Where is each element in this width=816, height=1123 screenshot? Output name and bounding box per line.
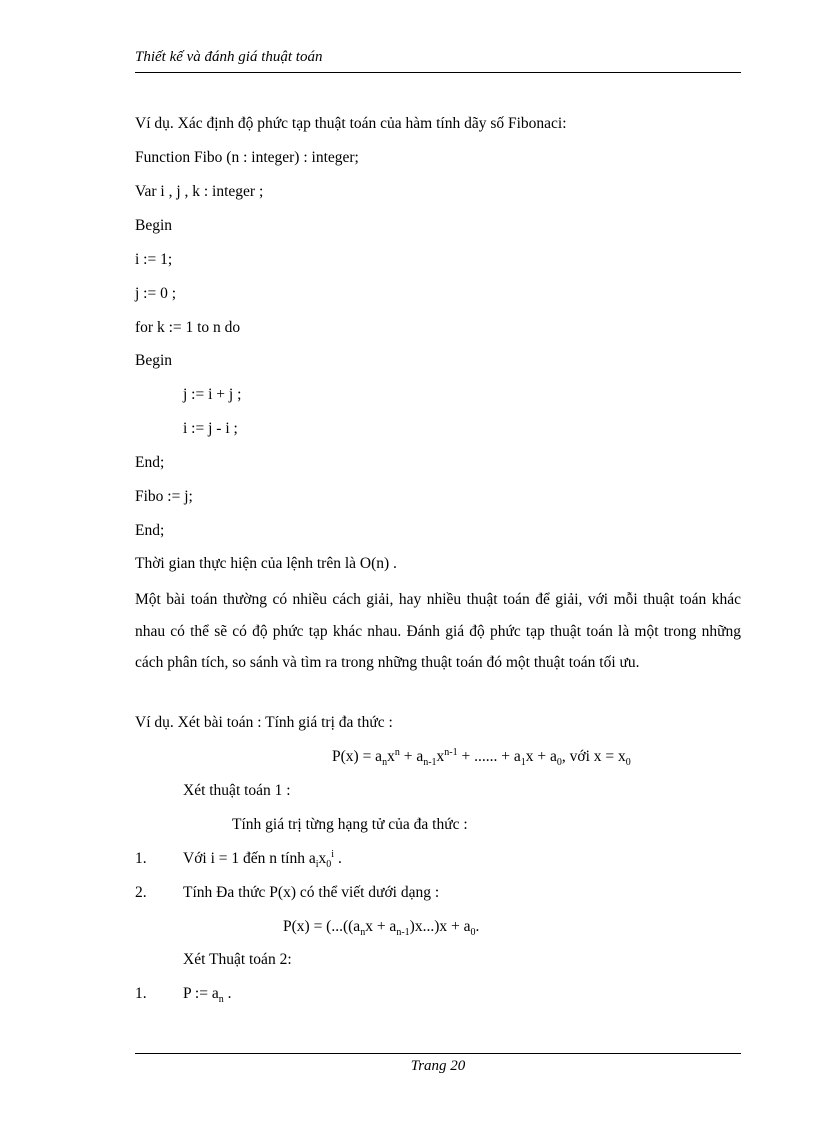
- code-line: j := 0 ;: [135, 285, 177, 302]
- example1-conclusion: Thời gian thực hiện của lệnh trên là O(n) .: [135, 555, 397, 572]
- step1-text: Với i = 1 đến n tính $a_ix_0^i$ .: [183, 848, 342, 871]
- complexity-paragraph: Một bài toán thường có nhiều cách giải, hay nhiều thuật toán để giải, với mỗi thuật toán khác nhau có thể sẽ có độ phức tạp khác nhau. Đánh giá độ phức tạp thuật toán là một trong những cách phân tích, so sánh và tìm ra trong những thuật toán đó một thuật toán tối ưu.: [135, 591, 741, 671]
- step-number: 2.: [135, 884, 147, 901]
- step-number: 1.: [135, 850, 147, 867]
- algorithm1-description: Tính giá trị từng hạng tử của đa thức :: [232, 816, 468, 833]
- algorithm2-title: Xét Thuật toán 2:: [183, 951, 292, 968]
- code-line: i := j - i ;: [183, 420, 238, 437]
- example1-intro: Ví dụ. Xác định độ phức tạp thuật toán của hàm tính dãy số Fibonaci:: [135, 115, 567, 132]
- horner-formula: $P(x) = (...((a_nx + a_{n-1})x...)x + a_0$.: [283, 918, 480, 939]
- code-line: Fibo := j;: [135, 488, 193, 505]
- code-line: j := i + j ;: [183, 386, 242, 403]
- code-line: for k := 1 to n do: [135, 319, 241, 336]
- step3-text: P := $a_n$ .: [183, 985, 232, 1006]
- code-line: i := 1;: [135, 251, 173, 268]
- footer-divider: [135, 1053, 741, 1054]
- code-line: Begin: [135, 217, 173, 234]
- code-line: Begin: [135, 352, 173, 369]
- code-line: Var i , j , k : integer ;: [135, 183, 264, 200]
- algorithm1-title: Xét thuật toán 1 :: [183, 782, 291, 799]
- page-header-title: Thiết kế và đánh giá thuật toán: [135, 49, 323, 65]
- code-line: Function Fibo (n : integer) : integer;: [135, 149, 359, 166]
- code-line: End;: [135, 522, 165, 539]
- example2-intro: Ví dụ. Xét bài toán : Tính giá trị đa thức :: [135, 714, 393, 731]
- code-line: End;: [135, 454, 165, 471]
- header-divider: [135, 72, 741, 73]
- step-number: 1.: [135, 985, 147, 1002]
- page-number: Trang 20: [410, 1058, 466, 1074]
- polynomial-formula: $P(x) = a_nx^n + a_{n-1}x^{n-1}$ + ...... + $a_1x + a_0$, với $x = x_0$: [332, 746, 631, 769]
- step2-text: Tính Đa thức P(x) có thể viết dưới dạng :: [183, 884, 440, 901]
